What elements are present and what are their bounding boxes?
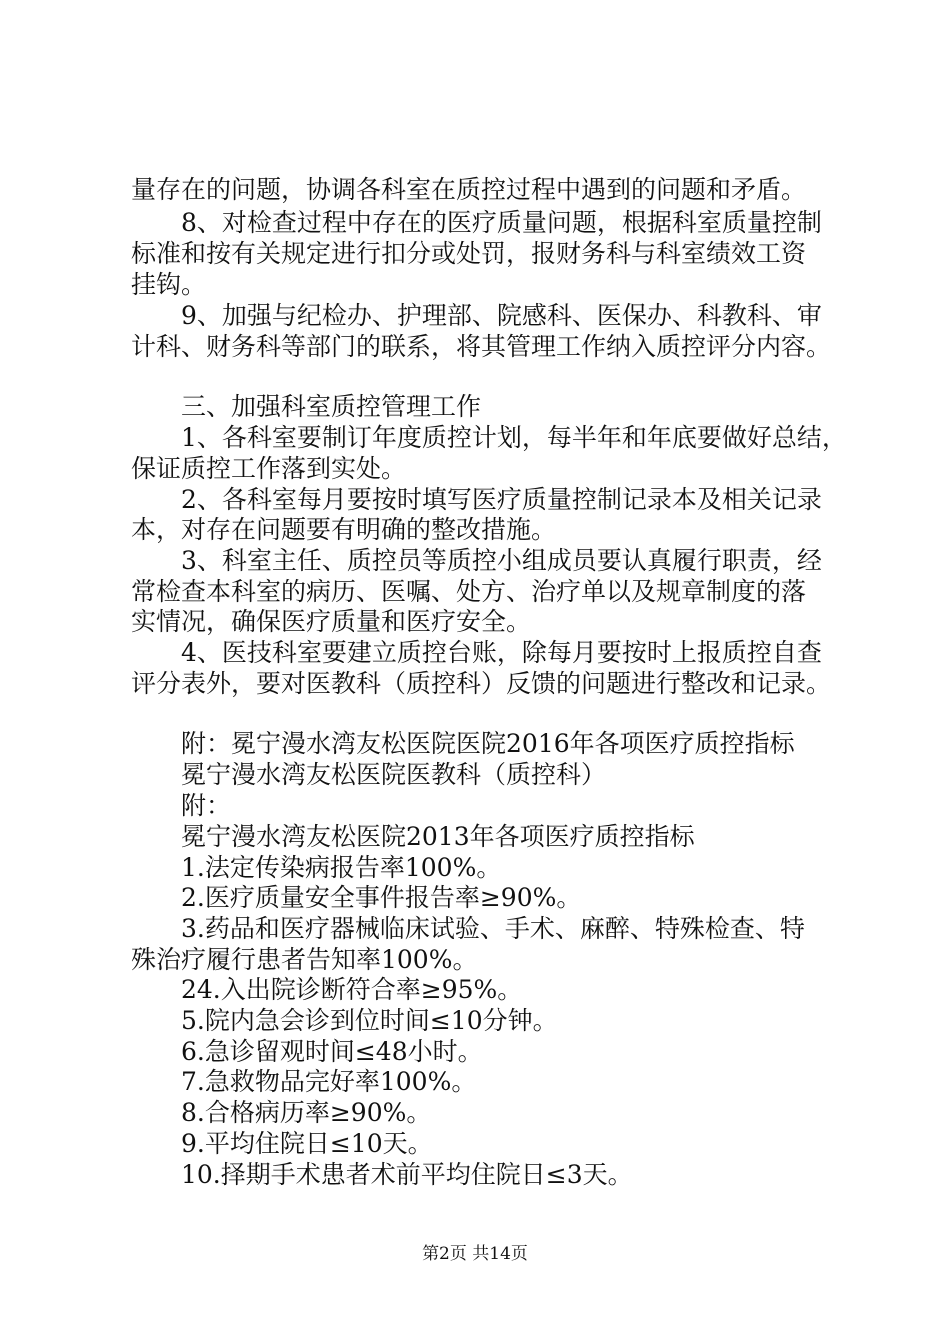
paragraph-line: 1、各科室要制订年度质控计划，每半年和年底要做好总结， bbox=[181, 423, 847, 452]
paragraph-line: 8、对检查过程中存在的医疗质量问题，根据科室质量控制 bbox=[181, 208, 822, 237]
paragraph-line: 挂钩。 bbox=[131, 270, 207, 299]
indicator-item: 6.急诊留观时间≤48小时。 bbox=[181, 1037, 483, 1066]
indicator-item: 5.院内急会诊到位时间≤10分钟。 bbox=[181, 1006, 558, 1035]
paragraph-line: 本，对存在问题要有明确的整改措施。 bbox=[131, 515, 557, 544]
paragraph-line: 3、科室主任、质控员等质控小组成员要认真履行职责，经 bbox=[181, 546, 822, 575]
indicator-item: 8.合格病历率≥90%。 bbox=[181, 1098, 432, 1127]
page-footer: 第2页 共14页 bbox=[422, 1244, 528, 1264]
attachment-label: 附： bbox=[181, 791, 232, 820]
paragraph-line: 标准和按有关规定进行扣分或处罚，报财务科与科室绩效工资 bbox=[131, 239, 807, 268]
indicator-item: 7.急救物品完好率100%。 bbox=[181, 1067, 477, 1096]
paragraph-line: 4、医技科室要建立质控台账，除每月要按时上报质控自查 bbox=[181, 638, 822, 667]
paragraph-line: 2、各科室每月要按时填写医疗质量控制记录本及相关记录 bbox=[181, 485, 822, 514]
indicator-item: 殊治疗履行患者告知率100%。 bbox=[131, 945, 478, 974]
indicator-item: 9.平均住院日≤10天。 bbox=[181, 1129, 433, 1158]
indicator-item: 3.药品和医疗器械临床试验、手术、麻醉、特殊检查、特 bbox=[181, 914, 805, 943]
indicator-item: 2.医疗质量安全事件报告率≥90%。 bbox=[181, 883, 582, 912]
paragraph-line: 保证质控工作落到实处。 bbox=[131, 454, 407, 483]
indicator-item: 24.入出院诊断符合率≥95%。 bbox=[181, 975, 523, 1004]
paragraph-line: 评分表外，要对医教科（质控科）反馈的问题进行整改和记录。 bbox=[131, 669, 832, 698]
paragraph-line: 量存在的问题，协调各科室在质控过程中遇到的问题和矛盾。 bbox=[131, 175, 807, 204]
paragraph-line: 实情况，确保医疗质量和医疗安全。 bbox=[131, 607, 532, 636]
indicator-item: 10.择期手术患者术前平均住院日≤3天。 bbox=[181, 1160, 633, 1189]
attachment-line: 附：冕宁漫水湾友松医院医院2016年各项医疗质控指标 bbox=[181, 729, 795, 758]
indicator-title: 冕宁漫水湾友松医院2013年各项医疗质控指标 bbox=[181, 822, 695, 851]
section-heading: 三、加强科室质控管理工作 bbox=[181, 392, 482, 421]
department-line: 冕宁漫水湾友松医院医教科（质控科） bbox=[181, 760, 607, 789]
paragraph-line: 计科、财务科等部门的联系，将其管理工作纳入质控评分内容。 bbox=[131, 332, 832, 361]
paragraph-line: 9、加强与纪检办、护理部、院感科、医保办、科教科、审 bbox=[181, 301, 822, 330]
paragraph-line: 常检查本科室的病历、医嘱、处方、治疗单以及规章制度的落 bbox=[131, 577, 807, 606]
indicator-item: 1.法定传染病报告率100%。 bbox=[181, 853, 502, 882]
